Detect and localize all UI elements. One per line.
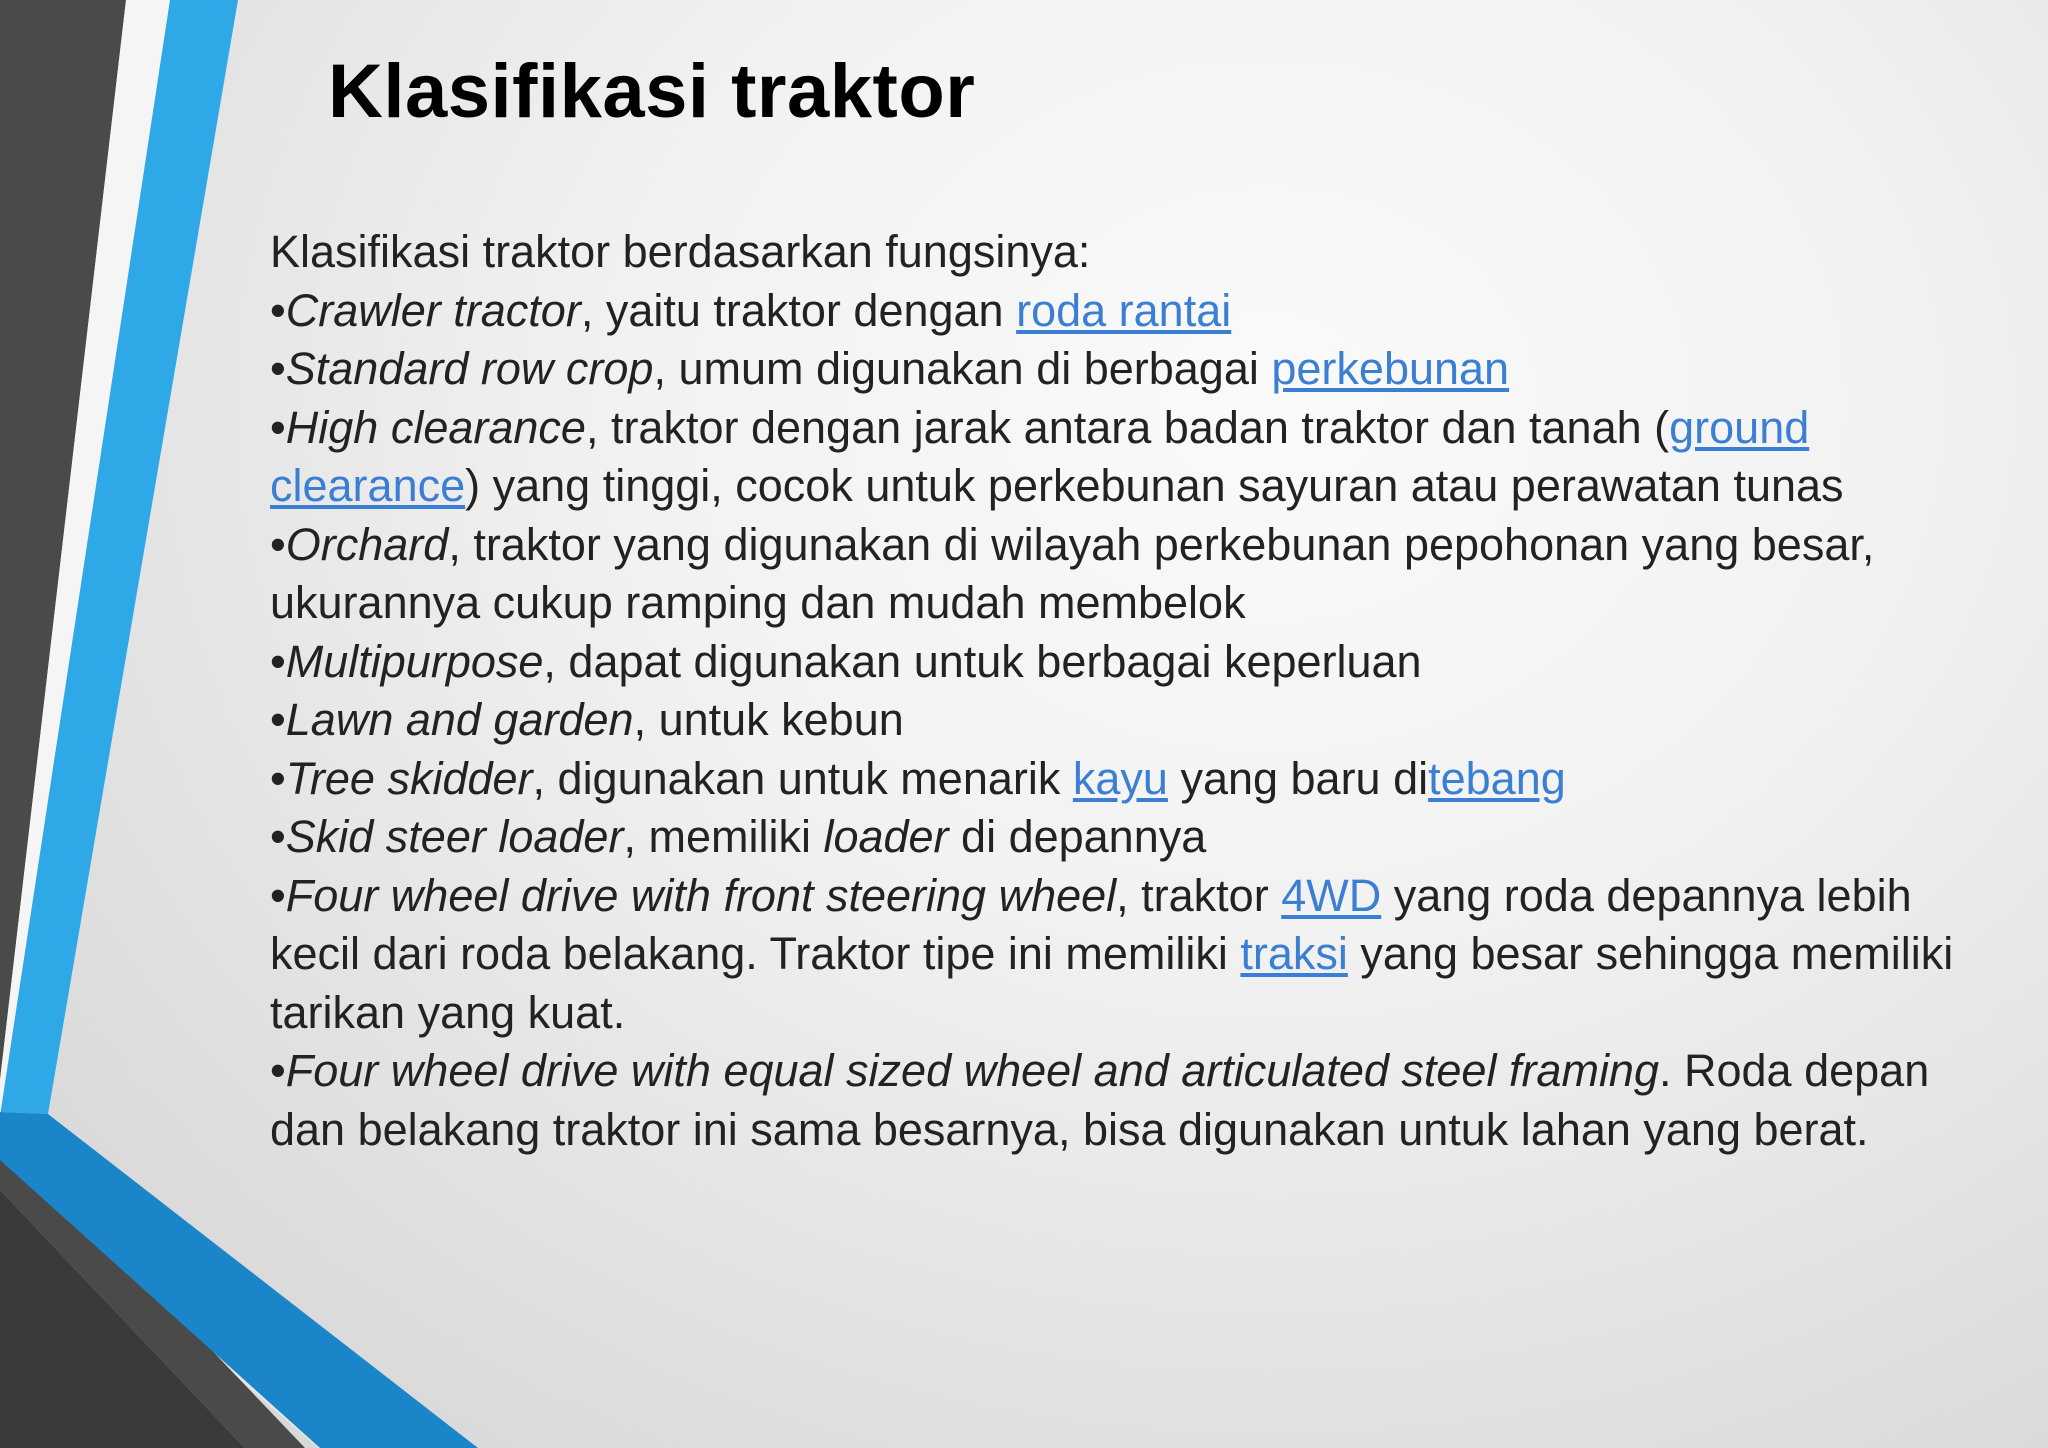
slide-body [270, 223, 1970, 1159]
list-item: •Multipurpose, dapat digunakan untuk berbagai keperluan [270, 635, 1422, 687]
list-item: •Orchard, traktor yang digunakan di wilayah perkebunan pepohonan yang besar, ukurannya cukup ramping dan mudah membelok [270, 518, 1875, 628]
link-traksi[interactable]: traksi [1240, 928, 1348, 979]
intro-text: Klasifikasi traktor berdasarkan fungsinya: [270, 226, 1091, 277]
link-roda-rantai[interactable]: roda rantai [1016, 284, 1232, 336]
list-item: •Skid steer loader, memiliki loader di depannya [270, 811, 1207, 862]
list-item: •Crawler tractor, yaitu traktor dengan roda rantai [270, 284, 1232, 336]
link-perkebunan[interactable]: perkebunan [1271, 343, 1510, 394]
link-4wd[interactable]: 4WD [1281, 869, 1382, 921]
list-item: •Lawn and garden, untuk kebun [270, 694, 904, 745]
list-item: •Tree skidder, digunakan untuk menarik kayu yang baru ditebang [270, 752, 1566, 804]
link-ground-clearance[interactable]: ground clearance [270, 401, 1810, 511]
list-item: •Standard row crop, umum digunakan di berbagai perkebunan [270, 343, 1510, 394]
list-item: •Four wheel drive with equal sized wheel and articulated steel framing. Roda depan dan belakang traktor ini sama besarnya, bisa digunakan untuk lahan yang berat. [270, 1045, 1930, 1155]
list-item: •High clearance, traktor dengan jarak antara badan traktor dan tanah (ground clearance) yang tinggi, cocok untuk perkebunan sayuran atau perawatan tunas [270, 401, 1844, 511]
link-tebang[interactable]: tebang [1428, 752, 1566, 804]
link-kayu[interactable]: kayu [1072, 752, 1168, 804]
list-item: •Four wheel drive with front steering wheel, traktor 4WD yang roda depannya lebih kecil dari roda belakang. Traktor tipe ini memiliki traksi yang besar sehingga memiliki tarikan yang kuat. [270, 869, 1954, 1038]
slide-title: Klasifikasi traktor [328, 49, 976, 134]
